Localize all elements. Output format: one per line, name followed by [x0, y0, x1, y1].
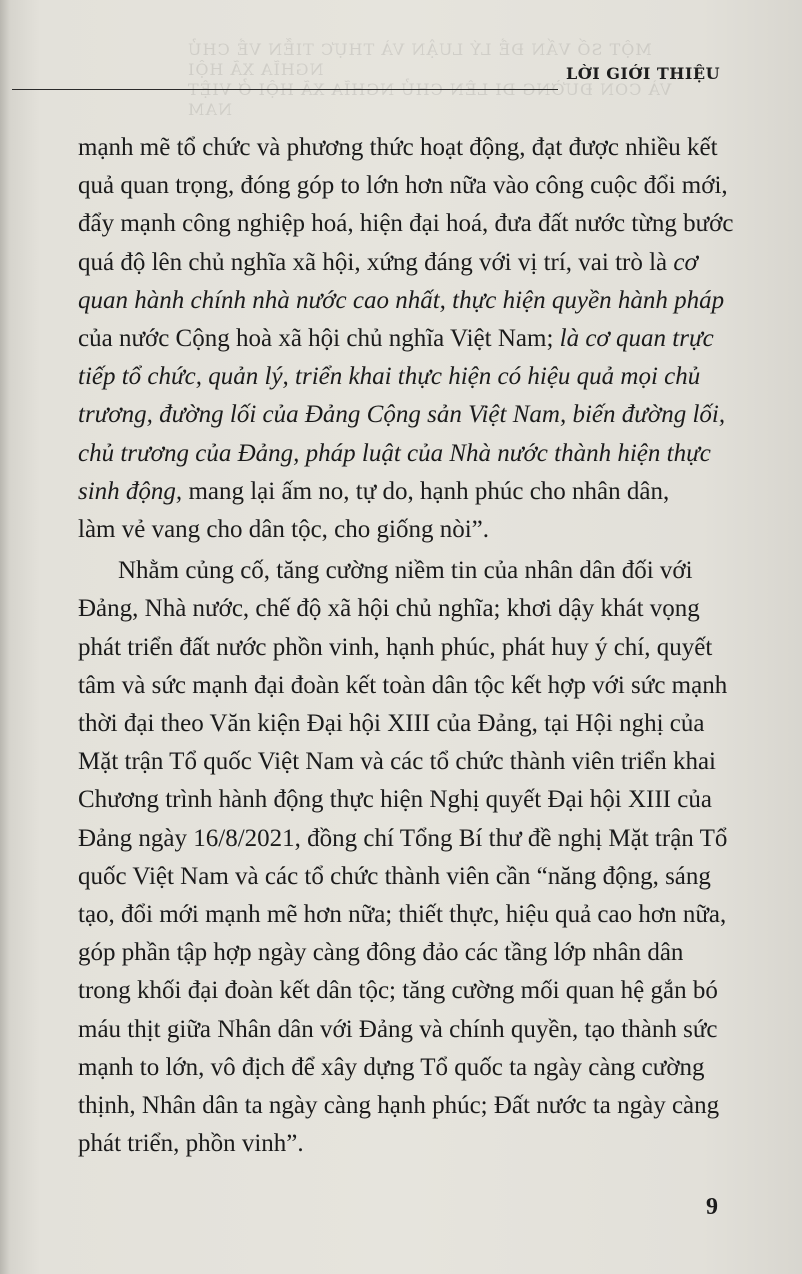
- text-line-21: tạo, đổi mới mạnh mẽ hơn nữa; thiết thực, hiệu quả cao hơn nữa,: [78, 901, 727, 929]
- body-text: [78, 129, 734, 1163]
- text-line-4: quá độ lên chủ nghĩa xã hội, xứng đáng với vị trí, vai trò là cơ: [78, 248, 698, 276]
- text-line-9: chủ trương của Đảng, pháp luật của Nhà nước thành hiện thực: [78, 439, 711, 467]
- running-header: LỜI GIỚI THIỆU: [566, 64, 721, 83]
- text-line-19: Đảng ngày 16/8/2021, đồng chí Tổng Bí thư đề nghị Mặt trận Tổ: [78, 824, 728, 852]
- text-line-17: Mặt trận Tổ quốc Việt Nam và các tổ chức thành viên triển khai: [78, 748, 717, 776]
- text-line-20: quốc Việt Nam và các tổ chức thành viên cần “năng động, sáng: [78, 862, 711, 890]
- text-line-6: của nước Cộng hoà xã hội chủ nghĩa Việt Nam; là cơ quan trực: [78, 325, 714, 353]
- text-line-12: Nhằm củng cố, tăng cường niềm tin của nhân dân đối với: [118, 557, 693, 585]
- header-rule: [12, 89, 558, 90]
- text-line-7: tiếp tổ chức, quản lý, triển khai thực hiện có hiệu quả mọi chủ: [78, 363, 701, 391]
- text-line-22: góp phần tập hợp ngày càng đông đảo các tầng lớp nhân dân: [78, 939, 684, 967]
- text-line-26: thịnh, Nhân dân ta ngày càng hạnh phúc; Đất nước ta ngày càng: [78, 1092, 720, 1120]
- bleed-through-text: MỘT SỐ VẤN ĐỀ LÝ LUẬN VÀ THỰC TIỄN VỀ CHỦ NGHĨA XÃ HỘI VÀ CON ĐƯỜNG ĐI LÊN CHỦ NGHĨA XÃ HỘI Ở VIỆT NAM: [187, 40, 672, 119]
- text-line-14: phát triển đất nước phồn vinh, hạnh phúc, phát huy ý chí, quyết: [78, 633, 713, 661]
- page-number: 9: [706, 1194, 718, 1220]
- text-line-10: sinh động, mang lại ấm no, tự do, hạnh phúc cho nhân dân,: [78, 477, 670, 505]
- text-line-25: mạnh to lớn, vô địch để xây dựng Tổ quốc ta ngày càng cường: [78, 1053, 705, 1081]
- text-line-16: thời đại theo Văn kiện Đại hội XIII của Đảng, tại Hội nghị của: [78, 710, 705, 738]
- text-line-11: làm vẻ vang cho dân tộc, cho giống nòi”.: [78, 516, 489, 544]
- text-line-24: máu thịt giữa Nhân dân với Đảng và chính quyền, tạo thành sức: [78, 1015, 718, 1043]
- text-line-5: quan hành chính nhà nước cao nhất, thực hiện quyền hành pháp: [78, 286, 725, 314]
- text-line-8: trương, đường lối của Đảng Cộng sản Việt Nam, biến đường lối,: [78, 401, 726, 429]
- text-line-18: Chương trình hành động thực hiện Nghị quyết Đại hội XIII của: [78, 786, 712, 814]
- text-line-2: quả quan trọng, đóng góp to lớn hơn nữa vào công cuộc đổi mới,: [78, 172, 728, 200]
- text-line-13: Đảng, Nhà nước, chế độ xã hội chủ nghĩa; khơi dậy khát vọng: [78, 595, 700, 623]
- text-line-15: tâm và sức mạnh đại đoàn kết toàn dân tộc kết hợp với sức mạnh: [78, 671, 728, 699]
- text-line-27: phát triển, phồn vinh”.: [78, 1130, 304, 1158]
- text-line-3: đẩy mạnh công nghiệp hoá, hiện đại hoá, đưa đất nước từng bước: [78, 210, 734, 238]
- text-line-1: mạnh mẽ tổ chức và phương thức hoạt động, đạt được nhiều kết: [78, 134, 718, 161]
- text-line-23: trong khối đại đoàn kết dân tộc; tăng cường mối quan hệ gắn bó: [78, 977, 718, 1005]
